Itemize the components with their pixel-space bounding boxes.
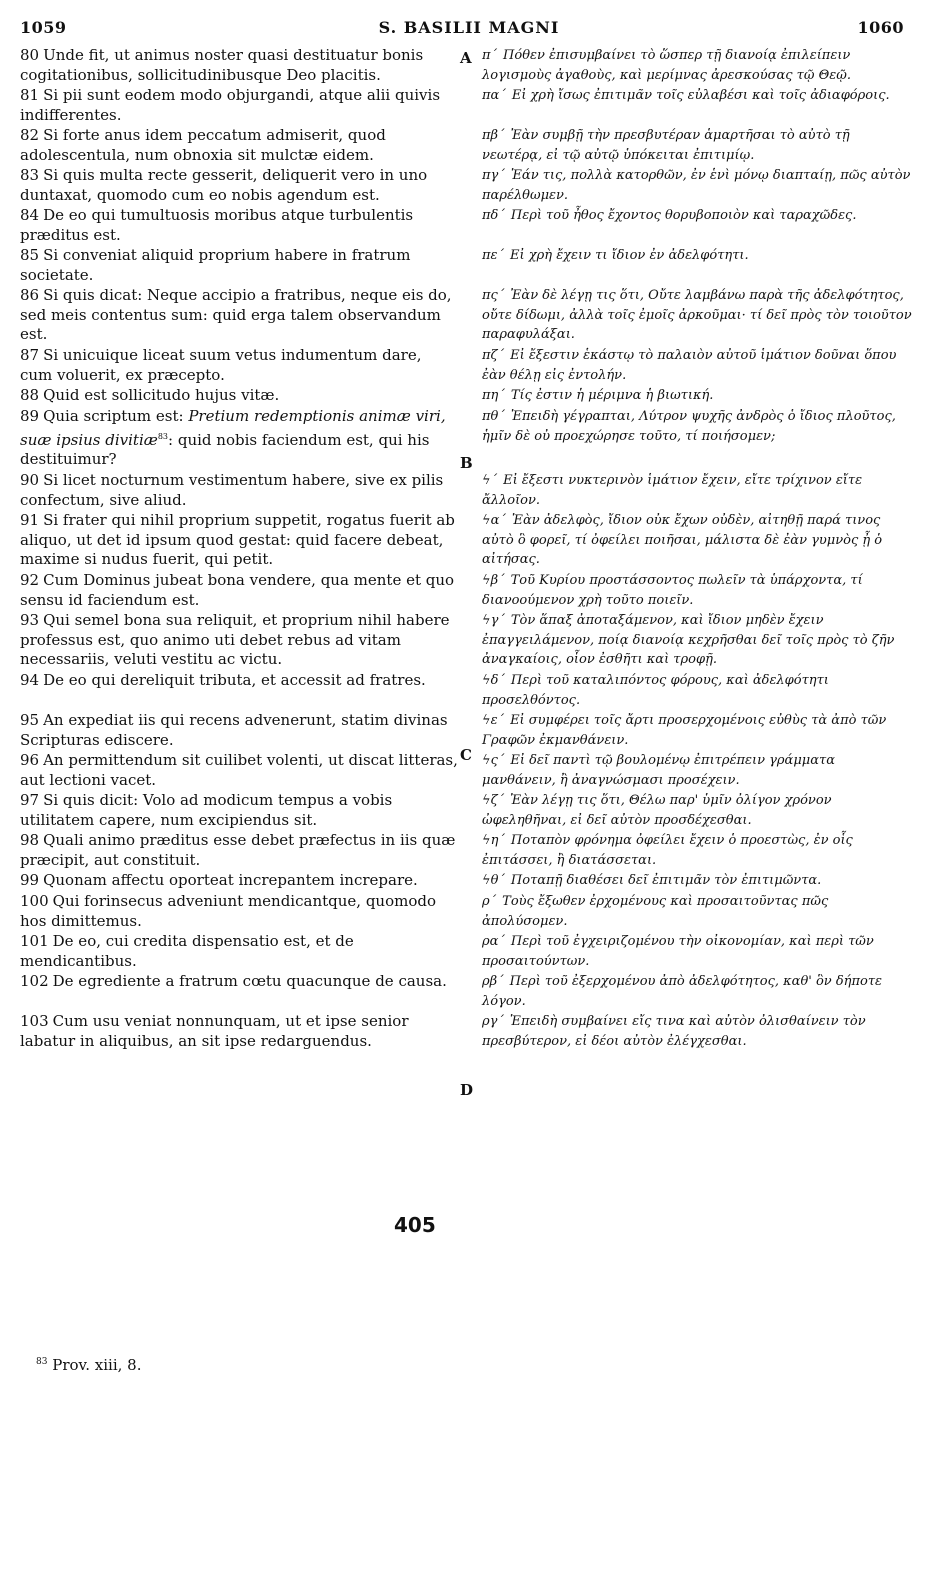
entry-text: Si pii sunt eodem modo objurgandi, atque alii quivis indifferentes. — [20, 86, 441, 124]
entry-number: π´ — [482, 48, 498, 63]
page-header — [0, 4, 938, 38]
entry-text: Ἐὰν λέγῃ τις ὅτι, Θέλω παρ' ὑμῖν ὀλίγον χρόνον ὠφεληθῆναι, εἰ δεῖ αὐτὸν προσδέχεσθαι. — [482, 793, 832, 828]
entry-text: Ἐὰν δὲ λέγῃ τις ὅτι, Οὔτε λαμβάνω παρὰ τῆς ἀδελφότητος, οὔτε δίδωμι, ἀλλὰ τοῖς ἐμοῖς ἀρκοῦμαι· τί δεῖ πρὸς τὸν τοιοῦτον παραφυλάξαι. — [482, 288, 912, 342]
entry-number: πη´ — [482, 388, 505, 403]
footnote-mark: 83 — [36, 1357, 48, 1367]
greek-entry — [482, 471, 912, 510]
entry-number: 92 — [20, 571, 40, 589]
latin-entry — [20, 611, 458, 670]
latin-entry — [20, 386, 458, 406]
entry-text: Περὶ τοῦ καταλιπόντος φόρους, καὶ ἀδελφότητι προσελθόντος. — [482, 673, 829, 708]
entry-number: 84 — [20, 206, 40, 224]
entry-number: 80 — [20, 46, 40, 64]
entry-number: 85 — [20, 246, 40, 264]
entry-text: Εἰ χρὴ ἴσως ἐπιτιμᾶν τοῖς εὐλαβέσι καὶ τοῖς ἀδιαφόροις. — [511, 88, 890, 103]
latin-entry — [20, 932, 458, 971]
entry-number: ϟγ´ — [482, 613, 505, 628]
greek-entry — [482, 166, 912, 205]
entry-text: De eo, cui credita dispensatio est, et de mendicantibus. — [20, 932, 354, 970]
margin-letter-d: D — [460, 1081, 474, 1099]
greek-entry — [482, 46, 912, 85]
latin-entry — [20, 166, 458, 205]
entry-number: ϟ´ — [482, 473, 498, 488]
entry-text: Quonam affectu oporteat increpantem increpare. — [43, 871, 418, 889]
entry-number: ρ´ — [482, 894, 497, 909]
latin-entry — [20, 711, 458, 750]
latin-entry — [20, 791, 458, 830]
greek-entry — [482, 671, 912, 710]
margin-letter-b: B — [460, 454, 473, 472]
entry-number: 95 — [20, 711, 40, 729]
entry-number: 89 — [20, 407, 40, 425]
entry-text: Si forte anus idem peccatum admiserit, quod adolescentula, num obnoxia sit mulctæ eidem. — [20, 126, 386, 164]
entry-number: 83 — [20, 166, 40, 184]
entry-number: πς´ — [482, 288, 505, 303]
entry-number: ϟη´ — [482, 833, 505, 848]
greek-entry — [482, 892, 912, 931]
latin-entry — [20, 407, 458, 470]
latin-entry — [20, 126, 458, 165]
entry-number: 94 — [20, 671, 40, 689]
entry-text: Τίς ἐστιν ἡ μέριμνα ἡ βιωτική. — [510, 388, 714, 403]
entry-text: An permittendum sit cuilibet volenti, ut discat litteras, aut lectioni vacet. — [20, 751, 458, 789]
latin-entry — [20, 286, 458, 345]
entry-text: De egrediente a fratrum cœtu quacunque de causa. — [52, 972, 447, 990]
entry-number: πε´ — [482, 248, 505, 263]
entry-number: ρα´ — [482, 934, 505, 949]
greek-entry — [482, 126, 912, 165]
entry-text: Si conveniat aliquid proprium habere in fratrum societate. — [20, 246, 411, 284]
entry-number: 100 — [20, 892, 49, 910]
entry-number: 91 — [20, 511, 40, 529]
entry-text: Si quis multa recte gesserit, deliquerit vero in uno duntaxat, quomodo cum eo nobis agendum est. — [20, 166, 428, 204]
entry-number: ϟε´ — [482, 713, 505, 728]
entry-number: 102 — [20, 972, 49, 990]
entry-text: Εἰ δεῖ παντὶ τῷ βουλομένῳ ἐπιτρέπειν γράμματα μανθάνειν, ἢ ἀναγνώσμασι προσέχειν. — [482, 753, 835, 788]
entry-number: 98 — [20, 831, 40, 849]
entry-text: Ἐπειδὴ συμβαίνει εἴς τινα καὶ αὐτὸν ὀλισθαίνειν τὸν πρεσβύτερον, εἰ δέοι αὐτὸν ἐλέγχεσθαι. — [482, 1014, 866, 1049]
greek-entry — [482, 286, 912, 345]
latin-entry — [20, 972, 458, 1011]
entry-number: 82 — [20, 126, 40, 144]
entry-text: Ἐὰν ἀδελφὸς, ἴδιον οὐκ ἔχων οὐδὲν, αἰτηθῇ παρά τινος αὐτὸ ὃ φορεῖ, τί ὀφείλει ποιῆσαι, μάλιστα δὲ ἐὰν γυμνὸς ᾖ ὁ αἰτήσας. — [482, 513, 883, 567]
greek-entry — [482, 407, 912, 470]
footnote — [36, 1356, 141, 1374]
entry-text: Περὶ τοῦ ἐξερχομένου ἀπὸ ἀδελφότητος, καθ' ὃν δήποτε λόγον. — [482, 974, 882, 1009]
latin-entry — [20, 1012, 458, 1051]
entry-text: De eo qui dereliquit tributa, et accessit ad fratres. — [43, 671, 426, 689]
entry-text: Εἰ χρὴ ἔχειν τι ἴδιον ἐν ἀδελφότητι. — [510, 248, 749, 263]
entry-text: Cum usu veniat nonnunquam, ut et ipse senior labatur in aliquibus, an sit ipse redarguendus. — [20, 1012, 409, 1050]
greek-entry — [482, 611, 912, 670]
page-number-right: 1060 — [857, 18, 904, 37]
entry-number: ργ´ — [482, 1014, 504, 1029]
entry-number: 96 — [20, 751, 40, 769]
entry-number: ϟζ´ — [482, 793, 505, 808]
entry-text: Si licet nocturnum vestimentum habere, sive ex pilis confectum, sive aliud. — [20, 471, 444, 509]
greek-entry — [482, 86, 912, 125]
column-mark: 405 — [394, 1213, 436, 1237]
footnote-reference: 83 — [157, 431, 169, 441]
entry-text: Περὶ τοῦ ἐγχειριζομένου τὴν οἰκονομίαν, καὶ περὶ τῶν προσαιτούντων. — [482, 934, 874, 969]
entry-text: Si quis dicit: Volo ad modicum tempus a vobis utilitatem capere, num excipiendus sit. — [20, 791, 393, 829]
entry-number: ϟα´ — [482, 513, 506, 528]
entry-text-continued: : quid nobis faciendum est, qui his destituimur? — [20, 430, 430, 468]
greek-entry — [482, 791, 912, 830]
greek-entry — [482, 1012, 912, 1051]
greek-entry — [482, 871, 912, 891]
entry-text: Πόθεν ἐπισυμβαίνει τὸ ὥσπερ τῇ διανοίᾳ ἐπιλείπειν λογισμοὺς ἀγαθοὺς, καὶ μερίμνας ἀρεσκούσας τῷ Θεῷ. — [482, 48, 851, 83]
entry-text: Ποταπὸν φρόνημα ὀφείλει ἔχειν ὁ προεστὼς, ἐν οἷς ἐπιτάσσει, ἢ διατάσσεται. — [482, 833, 853, 868]
latin-entry — [20, 246, 458, 285]
page-number-left: 1059 — [20, 18, 67, 37]
latin-entry — [20, 86, 458, 125]
entry-text: Εἰ ἔξεστι νυκτερινὸν ἱμάτιον ἔχειν, εἴτε τρίχινον εἴτε ἄλλοῖον. — [482, 473, 863, 508]
entry-number: 86 — [20, 286, 40, 304]
latin-entry — [20, 831, 458, 870]
entry-number: 87 — [20, 346, 40, 364]
entry-number: ϟθ´ — [482, 873, 505, 888]
greek-entry — [482, 932, 912, 971]
entry-text: Si frater qui nihil proprium suppetit, rogatus fuerit ab aliquo, ut det id ipsum quod gestat: quid facere debeat, maxime si nudus fuerit, qui petit. — [20, 511, 455, 568]
scripture-quote: Pretium redemptionis animæ viri, suæ ipsius divitiæ — [20, 407, 446, 449]
entry-number: 81 — [20, 86, 40, 104]
entry-text: Si unicuique liceat suum vetus indumentum dare, cum voluerit, ex præcepto. — [20, 346, 422, 384]
entry-text: Ἐὰν συμβῇ τὴν πρεσβυτέραν ἁμαρτῆσαι τὸ αὐτὸ τῇ νεωτέρᾳ, εἰ τῷ αὐτῷ ὑπόκειται ἐπιτιμίῳ. — [482, 128, 850, 163]
entry-number: πβ´ — [482, 128, 505, 143]
greek-entry — [482, 206, 912, 245]
entry-number: ϟς´ — [482, 753, 505, 768]
entry-text: Ἐπειδὴ γέγραπται, Λύτρον ψυχῆς ἀνδρὸς ὁ ἴδιος πλοῦτος, ἡμῖν δὲ οὐ προεχώρησε τοῦτο, τί ποιήσομεν; — [482, 409, 896, 444]
margin-letter-a: A — [460, 49, 472, 67]
entry-number: 90 — [20, 471, 40, 489]
footnote-text: Prov. xiii, 8. — [52, 1356, 142, 1374]
entry-number: 99 — [20, 871, 40, 889]
entry-number: 88 — [20, 386, 40, 404]
greek-entry — [482, 711, 912, 750]
greek-entry — [482, 346, 912, 385]
entry-text: Ποταπῇ διαθέσει δεῖ ἐπιτιμᾶν τὸν ἐπιτιμῶντα. — [510, 873, 822, 888]
entry-number: 101 — [20, 932, 49, 950]
entry-text: Qui semel bona sua reliquit, et proprium nihil habere professus est, quo animo uti debet rebus ad vitam necessariis, veluti vestitu ac victu. — [20, 611, 450, 668]
greek-entry — [482, 246, 912, 285]
latin-entry — [20, 571, 458, 610]
entry-text: Unde fit, ut animus noster quasi destituatur bonis cogitationibus, sollicitudinibusque Deo placitis. — [20, 46, 424, 84]
entry-text: Περὶ τοῦ ἦθος ἔχοντος θορυβοποιὸν καὶ ταραχῶδες. — [510, 208, 857, 223]
entry-text: Εἰ συμφέρει τοῖς ἄρτι προσερχομένοις εὐθὺς τὰ ἀπὸ τῶν Γραφῶν ἐκμανθάνειν. — [482, 713, 887, 748]
latin-entry — [20, 346, 458, 385]
entry-text: An expediat iis qui recens advenerunt, statim divinas Scripturas ediscere. — [20, 711, 448, 749]
margin-letter-c: C — [460, 746, 472, 764]
entry-text: De eo qui tumultuosis moribus atque turbulentis præditus est. — [20, 206, 414, 244]
entry-number: πδ´ — [482, 208, 505, 223]
entry-number: ϟδ´ — [482, 673, 505, 688]
entry-number: ϟβ´ — [482, 573, 505, 588]
latin-entry — [20, 46, 458, 85]
latin-entry — [20, 671, 458, 710]
greek-entry — [482, 571, 912, 610]
entry-text: Τοὺς ἔξωθεν ἐρχομένους καὶ προσαιτοῦντας πῶς ἀπολύσομεν. — [482, 894, 829, 929]
greek-entry — [482, 972, 912, 1011]
latin-entry — [20, 871, 458, 891]
greek-entry — [482, 751, 912, 790]
entry-text: Quali animo præditus esse debet præfectus in iis quæ præcipit, aut constituit. — [20, 831, 456, 869]
entry-text: Τὸν ἅπαξ ἀποταξάμενον, καὶ ἴδιον μηδὲν ἔχειν ἐπαγγειλάμενον, ποίᾳ διανοίᾳ κεχρῆσθαι δεῖ τοῖς πρὸς τὸ ζῆν ἀναγκαίοις, οἷον ἐσθῆτι καὶ τροφῇ. — [482, 613, 895, 667]
entry-number: 103 — [20, 1012, 49, 1030]
greek-entry — [482, 386, 912, 406]
latin-entry — [20, 511, 458, 570]
latin-entry — [20, 892, 458, 931]
entry-number: 93 — [20, 611, 40, 629]
entry-number: πζ´ — [482, 348, 505, 363]
entry-text: Τοῦ Κυρίου προστάσσοντος πωλεῖν τὰ ὑπάρχοντα, τί διανοούμενον χρὴ τοῦτο ποιεῖν. — [482, 573, 863, 608]
latin-entry — [20, 751, 458, 790]
latin-entry — [20, 206, 458, 245]
entry-number: πα´ — [482, 88, 506, 103]
entry-number: ρβ´ — [482, 974, 504, 989]
entry-text: Εἰ ἔξεστιν ἑκάστῳ τὸ παλαιὸν αὐτοῦ ἱμάτιον δοῦναι ὅπου ἐὰν θέλῃ εἰς ἐντολήν. — [482, 348, 897, 383]
latin-entry — [20, 471, 458, 510]
greek-entry — [482, 831, 912, 870]
entry-number: πγ´ — [482, 168, 505, 183]
entry-text: Cum Dominus jubeat bona vendere, qua mente et quo sensu id faciendum est. — [20, 571, 455, 609]
entry-text: Qui forinsecus adveniunt mendicantque, quomodo hos dimittemus. — [20, 892, 436, 930]
latin-column — [20, 46, 458, 1052]
greek-column — [482, 46, 912, 1052]
entry-text: Si quis dicat: Neque accipio a fratribus, neque eis do, sed meis contentus sum: quid erga talem observandum est. — [20, 286, 452, 343]
greek-entry — [482, 511, 912, 570]
entry-text: Quia scriptum est: — [43, 407, 189, 425]
entry-text: Ἐάν τις, πολλὰ κατορθῶν, ἐν ἑνὶ μόνῳ διαπταίῃ, πῶς αὐτὸν παρέλθωμεν. — [482, 168, 911, 203]
entry-text: Quid est sollicitudo hujus vitæ. — [43, 386, 280, 404]
running-title: S. BASILII MAGNI — [378, 18, 560, 37]
entry-number: 97 — [20, 791, 40, 809]
entry-number: πθ´ — [482, 409, 505, 424]
